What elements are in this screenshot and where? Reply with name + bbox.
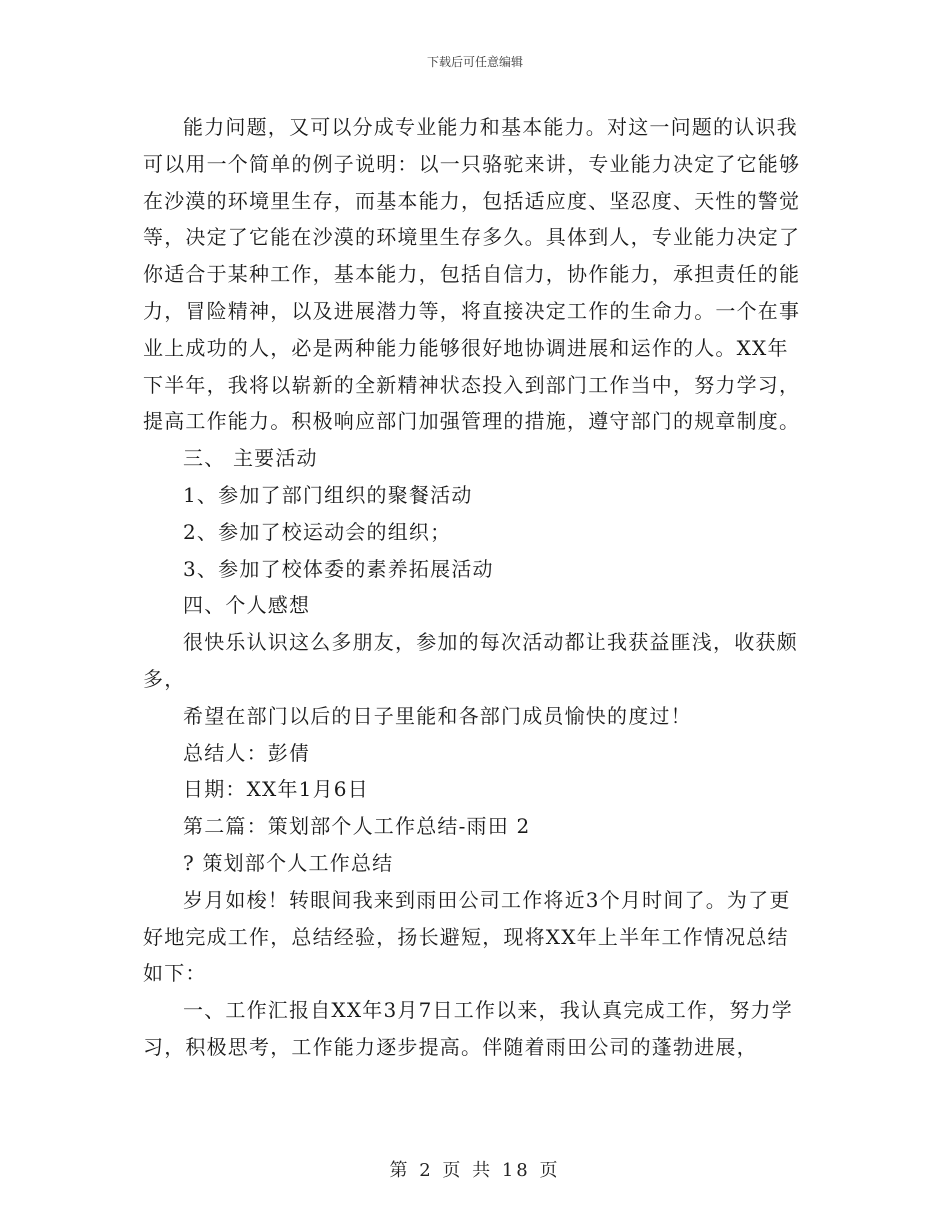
heading-personal-thoughts: 四、个人感想 [183,593,311,618]
paragraph-hope: 希望在部门以后的日子里能和各部门成员愉快的度过！ [183,703,692,728]
list-item-activity-2: 2、参加了校运动会的组织； [183,519,452,544]
page-header: 下载后可任意编辑 [426,55,523,69]
paragraph-thoughts: 很快乐认识这么多朋友，参加的每次活动都让我获益匪浅，收获颇多， [143,630,798,691]
paragraph-intro: 岁月如梭！转眼间我来到雨田公司工作将近3个月时间了。为了更好地完成工作，总结经验，扬长避短，现将XX年上半年工作情况总结如下： [143,887,791,986]
paragraph-ability: 能力问题，又可以分成专业能力和基本能力。对这一问题的认识我可以用一个简单的例子说明：以一只骆驼来讲，专业能力决定了它能够在沙漠的环境里生存，而基本能力，包括适应度、坚忍度、天性的警觉等，决定了它能在沙漠的环境里生存多久。具体到人，专业能力决定了你适合于某种工作，基本能力，包括自信力，协作能力，承担责任的能力，冒险精神，以及进展潜力等，将直接决定工作的生命力。一个在事业上成功的人，必是两种能力能够很好地协调进展和运作的人。XX年下半年，我将以崭新的全新精神状态投入到部门工作当中，努力学习，提高工作能力。积极响应部门加强管理的措施，遵守部门的规章制度。 [143,115,801,434]
paragraph-work-report: 一、工作汇报自XX年3月7日工作以来，我认真完成工作，努力学习，积极思考，工作能力逐步提高。伴随着雨田公司的蓬勃进展， [143,998,793,1059]
page-footer: 第 2 页 共 18 页 [389,1160,561,1181]
list-item-activity-3: 3、参加了校体委的素养拓展活动 [183,556,494,581]
document-body [143,109,807,1066]
heading-planning-summary: ? 策划部个人工作总结 [183,850,394,875]
heading-main-activities: 三、 主要活动 [183,446,318,471]
summary-date: 日期：XX年1月6日 [183,777,369,802]
list-item-activity-1: 1、参加了部门组织的聚餐活动 [183,482,473,507]
summary-author: 总结人：彭倩 [183,740,311,765]
heading-second-article: 第二篇：策划部个人工作总结-雨田 2 [183,814,531,839]
